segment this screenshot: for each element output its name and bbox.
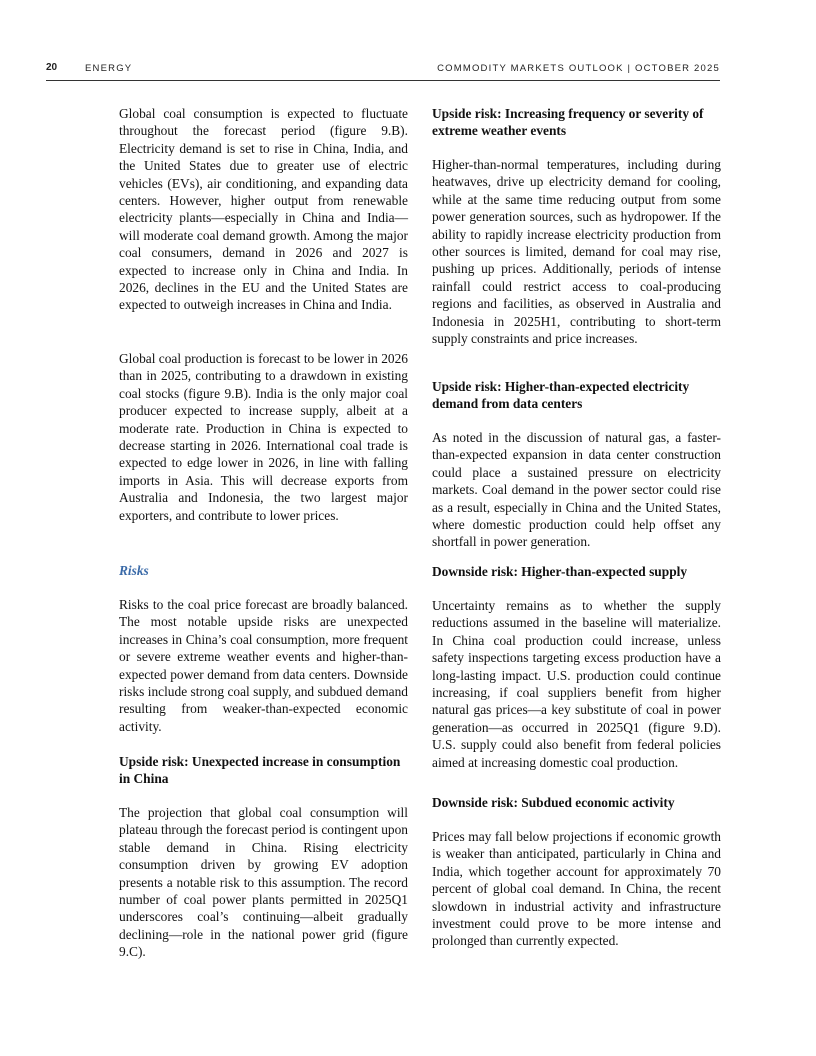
risks-heading: Risks <box>119 563 149 578</box>
heading-upside-weather: Upside risk: Increasing frequency or severity of extreme weather events <box>432 106 704 139</box>
heading-downside-supply: Downside risk: Higher-than-expected supply <box>432 564 688 579</box>
publication-title: COMMODITY MARKETS OUTLOOK | OCTOBER 2025 <box>437 63 720 74</box>
page-header <box>46 60 720 81</box>
paragraph-upside-china: The projection that global coal consumption will plateau through the forecast period is contingent upon stable demand in China. Rising electricity consumption driven by growing EV adoption presents a notable risk to this assumption. The record number of coal power plants permitted in 2025Q1 underscores coal’s continuing—albeit gradually declining—role in the national power grid (figure 9.C). <box>119 805 408 960</box>
heading-upside-china: Upside risk: Unexpected increase in consumption in China <box>119 754 401 787</box>
paragraph-downside-economic: Prices may fall below projections if economic growth is weaker than anticipated, particularly in China and India, which together account for approximately 70 percent of global coal demand. In China, the recent slowdown in industrial activity and infrastructure investment could prove to be more intense and prolonged than currently expected. <box>432 829 721 949</box>
paragraph-upside-weather: Higher-than-normal temperatures, including during heatwaves, drive up electricity demand for cooling, while at the same time reducing output from some power generation sources, such as hydropower. If the ability to rapidly increase electricity production from other sources is limited, demand for coal may rise, pushing up prices. Additionally, periods of intense rainfall could restrict access to coal-producing regions and facilities, as observed in Australia and Indonesia in 2025H1, contributing to short-term supply constraints and price increases. <box>432 157 721 347</box>
paragraph-coal-production: Global coal production is forecast to be lower in 2026 than in 2025, contributing to a drawdown in existing coal stocks (figure 9.B). India is the only major coal producer expected to increase supply, albeit at a moderate rate. Production in China is expected to decrease starting in 2026. International coal trade is expected to edge lower in 2026, in line with falling imports in Asia. This will decrease exports from Australia and Indonesia, the two largest major exporters, and contribute to lower prices. <box>119 351 408 523</box>
section-label: ENERGY <box>85 63 133 74</box>
paragraph-upside-data-centers: As noted in the discussion of natural gas, a faster-than-expected expansion in data center construction could place a sustained pressure on electricity markets. Coal demand in the power sector could rise as a result, especially in China and the United States, where domestic production could help offset any shortfall in power generation. <box>432 430 721 550</box>
heading-downside-economic: Downside risk: Subdued economic activity <box>432 795 675 810</box>
paragraph-risks: Risks to the coal price forecast are broadly balanced. The most notable upside risks are unexpected increases in China’s coal consumption, more frequent or severe extreme weather events and higher-than-expected power demand from data centers. Downside risks include strong coal supply, and subdued demand resulting from weaker-than-expected economic activity. <box>119 597 408 734</box>
heading-upside-data-centers: Upside risk: Higher-than-expected electricity demand from data centers <box>432 379 690 412</box>
paragraph-downside-supply: Uncertainty remains as to whether the supply reductions assumed in the baseline will materialize. In China coal production could increase, unless safety inspections targeting excess production have a long-lasting impact. U.S. production could continue increasing, if coal suppliers benefit from higher natural gas prices—a key substitute of coal in power generation—as occurred in 2025Q1 (figure 9.D). U.S. supply could also benefit from federal policies aimed at increasing domestic coal production. <box>432 598 721 770</box>
page-number: 20 <box>46 62 58 73</box>
paragraph-coal-consumption: Global coal consumption is expected to fluctuate throughout the forecast period (figure 9.B). Electricity demand is set to rise in China, India, and the United States due to greater use of electric vehicles (EVs), air conditioning, and expanding data centers. However, higher output from renewable electricity plants—especially in China and India—will moderate coal demand growth. Among the major coal consumers, demand in 2026 and 2027 is expected to increase only in China and India. In 2026, declines in the EU and the United States are expected to outweigh increases in China and India. <box>119 106 408 313</box>
